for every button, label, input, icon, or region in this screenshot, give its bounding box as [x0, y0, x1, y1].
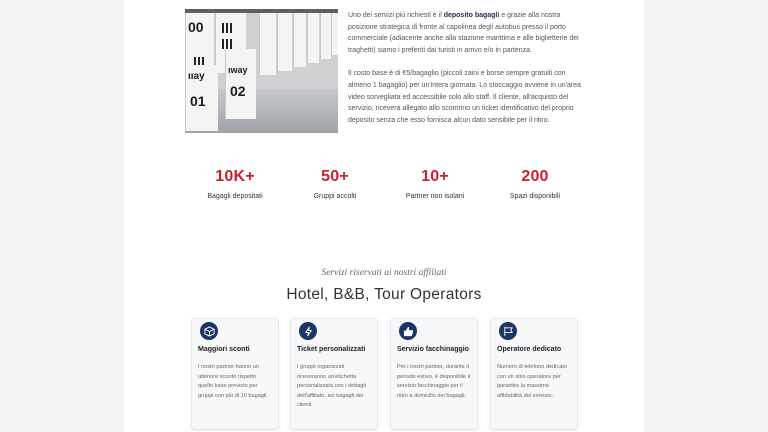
service-description — [348, 10, 588, 138]
card-text: Per i nostri partner, durante il periodo estivo, è disponibile il servizio facchinaggio per il ritiro a domicilio dei bagagli. — [397, 364, 471, 399]
page-content — [124, 0, 644, 432]
benefit-card — [390, 318, 478, 430]
stats-row — [185, 168, 585, 208]
lightning-icon — [299, 322, 317, 340]
luggage-tag: ıway 02 — [225, 49, 256, 119]
stat-label: Bagagli depositati — [207, 193, 263, 200]
card-text: I nostri partner hanno un ulteriore sconto rispetto quello base previsto per gruppi con più di 10 bagagli. — [198, 364, 268, 399]
card-title: Operatore dedicato — [497, 346, 562, 353]
card-text: I gruppi organizzati riceveranno un'etichetta personalizzata con i dettagli dell'affiliato, sui bagagli dei clienti. — [297, 364, 367, 409]
stat-item — [385, 168, 485, 200]
stat-label: Spazi disponibili — [509, 193, 561, 200]
description-paragraph: Il costo base è di €5/bagaglio (piccoli zaini e borse sempre gratuiti con almeno 1 bagaglio) per un'intera giornata. Lo stoccaggio avviene in un'area video sorvegliata ed accessibile solo allo staff. Il cliente, all'acquisto del servizio, riceverà allegato allo scontrino un ticket identificativo del proprio deposito senza che esso fornisca alcun dato sensibile per il ritiro. — [348, 70, 582, 124]
section-subtitle: Servizi riservati ai nostri affiliati — [321, 268, 447, 278]
stat-item — [485, 168, 585, 200]
luggage-tags-photo — [185, 9, 338, 133]
stat-value: 10K+ — [215, 168, 255, 185]
luggage-tag: ııay 01 — [185, 65, 218, 131]
stat-item — [285, 168, 385, 200]
box-icon — [200, 322, 218, 340]
luggage-tag: 00 — [185, 13, 214, 83]
section-title: Hotel, B&B, Tour Operators — [286, 286, 482, 303]
card-title: Ticket personalizzati — [297, 346, 366, 353]
stat-value: 50+ — [321, 168, 349, 185]
description-paragraph: Uno dei servizi più richiesti è il deposito bagagli e grazie alla nostra posizione strategica di fronte al capolinea degli autobus presso il porto commerciale (adiacente anche alla stazione marittima e alle biglietterie dei traghetti) siamo i preferiti dai turisti in arrivo e/o in partenza. — [348, 12, 579, 54]
benefit-card — [191, 318, 279, 430]
stat-value: 200 — [521, 168, 549, 185]
stat-label: Partner non isolani — [405, 193, 465, 200]
stat-value: 10+ — [421, 168, 449, 185]
benefit-card — [290, 318, 378, 430]
benefit-card — [490, 318, 578, 430]
card-title: Servizio facchinaggio — [397, 346, 469, 353]
card-text: Numero di telefono dedicato con un solo operatore per garantire la massima affidabilità del servizio. — [497, 364, 567, 399]
stat-item — [185, 168, 285, 200]
flag-icon — [499, 322, 517, 340]
card-title: Maggiori sconti — [198, 346, 250, 353]
thumbs-up-icon — [399, 322, 417, 340]
stat-label: Gruppi accolti — [313, 193, 357, 200]
